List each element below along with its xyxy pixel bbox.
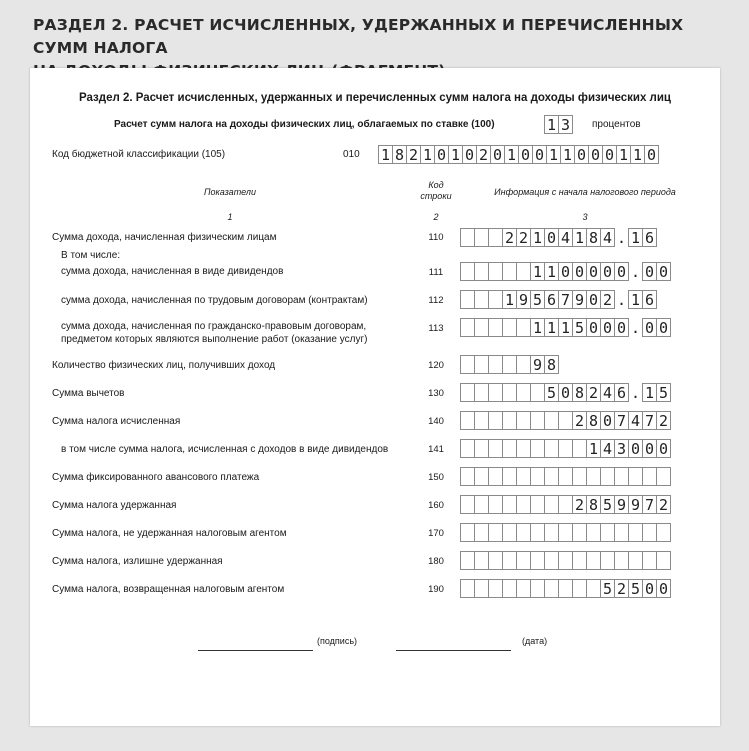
row-label-113-line-1: сумма дохода, начисленная по гражданско-правовым договорам,	[61, 321, 367, 332]
digit-cell[interactable]: 0	[656, 439, 671, 458]
digit-cell[interactable]	[460, 523, 475, 542]
digit-cell[interactable]: 0	[434, 145, 449, 164]
digit-cell[interactable]	[460, 551, 475, 570]
digit-cell[interactable]: 6	[642, 290, 657, 309]
digit-cell[interactable]: 2	[586, 383, 601, 402]
digit-cell[interactable]: 1	[544, 318, 559, 337]
digit-cell[interactable]: .	[630, 318, 641, 337]
digit-cell[interactable]: 2	[656, 495, 671, 514]
digit-cell[interactable]	[642, 523, 657, 542]
digit-cell[interactable]	[474, 411, 489, 430]
digit-cell[interactable]: 0	[532, 145, 547, 164]
kbk-line-code: 010	[343, 149, 360, 160]
digit-cell[interactable]	[572, 439, 587, 458]
digit-cell[interactable]: 0	[572, 262, 587, 281]
row-cells-113	[460, 318, 671, 337]
digit-cell[interactable]: 1	[586, 439, 601, 458]
digit-cell[interactable]: 1	[572, 228, 587, 247]
digit-cell[interactable]	[614, 551, 629, 570]
column-header-indicators: Показатели	[204, 187, 256, 197]
row-code-113: 113	[428, 323, 444, 334]
row-label-150: Сумма фиксированного авансового платежа	[52, 472, 260, 483]
digit-cell[interactable]: 0	[574, 145, 589, 164]
digit-cell[interactable]: 8	[586, 411, 601, 430]
digit-cell[interactable]: 2	[572, 495, 587, 514]
column-number-2: 2	[433, 212, 439, 222]
digit-cell[interactable]: 8	[544, 355, 559, 374]
kbk-label: Код бюджетной классификации (105)	[52, 149, 226, 160]
digit-cell[interactable]: 0	[642, 579, 657, 598]
digit-cell[interactable]: 0	[656, 579, 671, 598]
row-label-141: в том числе сумма налога, исчисленная с доходов в виде дивидендов	[61, 444, 389, 455]
digit-cell[interactable]	[502, 579, 517, 598]
digit-cell[interactable]	[544, 411, 559, 430]
digit-cell[interactable]	[488, 579, 503, 598]
digit-cell[interactable]	[600, 551, 615, 570]
digit-cell[interactable]: 2	[516, 228, 531, 247]
digit-cell[interactable]	[502, 523, 517, 542]
digit-cell[interactable]	[516, 579, 531, 598]
digit-cell[interactable]: 1	[504, 145, 519, 164]
digit-cell[interactable]: 0	[614, 262, 629, 281]
row-label-170: Сумма налога, не удержанная налоговым агентом	[52, 528, 287, 539]
digit-cell[interactable]: 4	[628, 411, 643, 430]
digit-cell[interactable]	[530, 411, 545, 430]
digit-cell[interactable]	[628, 467, 643, 486]
digit-cell[interactable]	[502, 439, 517, 458]
digit-cell[interactable]: 5	[544, 383, 559, 402]
digit-cell[interactable]: 1	[560, 145, 575, 164]
digit-cell[interactable]: 0	[462, 145, 477, 164]
digit-cell[interactable]: 1	[642, 383, 657, 402]
row-code-160: 160	[428, 500, 444, 511]
row-code-180: 180	[428, 556, 444, 567]
signature-line[interactable]	[198, 650, 313, 651]
digit-cell[interactable]	[516, 383, 531, 402]
digit-cell[interactable]	[558, 523, 573, 542]
digit-cell[interactable]	[530, 495, 545, 514]
row-label-190: Сумма налога, возвращенная налоговым агентом	[52, 584, 285, 595]
digit-cell[interactable]	[558, 551, 573, 570]
digit-cell[interactable]: 0	[490, 145, 505, 164]
digit-cell[interactable]	[516, 262, 531, 281]
digit-cell[interactable]: 9	[572, 290, 587, 309]
digit-cell[interactable]: 1	[628, 228, 643, 247]
form-title: Раздел 2. Расчет исчисленных, удержанных и перечисленных сумм налога на доходы физических лиц	[79, 92, 671, 104]
digit-cell[interactable]: 1	[530, 228, 545, 247]
digit-cell[interactable]: 0	[602, 145, 617, 164]
row-code-150: 150	[428, 472, 444, 483]
digit-cell[interactable]	[544, 551, 559, 570]
digit-cell[interactable]	[474, 318, 489, 337]
digit-cell[interactable]: 2	[502, 228, 517, 247]
digit-cell[interactable]: 9	[614, 495, 629, 514]
digit-cell[interactable]: 8	[572, 383, 587, 402]
digit-cell[interactable]	[586, 551, 601, 570]
row-cells-190	[460, 579, 671, 598]
digit-cell[interactable]: 1	[378, 145, 393, 164]
digit-cell[interactable]: 4	[600, 228, 615, 247]
row-cells-111	[460, 262, 671, 281]
digit-cell[interactable]	[502, 383, 517, 402]
digit-cell[interactable]	[516, 355, 531, 374]
digit-cell[interactable]: 4	[558, 228, 573, 247]
digit-cell[interactable]	[530, 467, 545, 486]
digit-cell[interactable]: 6	[544, 290, 559, 309]
digit-cell[interactable]	[460, 579, 475, 598]
row-label-113-line-2: предметом которых являются выполнение работ (оказание услуг)	[61, 334, 368, 345]
digit-cell[interactable]: 0	[600, 318, 615, 337]
row-code-112: 112	[428, 295, 444, 306]
digit-cell[interactable]: 1	[544, 262, 559, 281]
digit-cell[interactable]	[488, 262, 503, 281]
digit-cell[interactable]	[530, 523, 545, 542]
digit-cell[interactable]: 9	[516, 290, 531, 309]
digit-cell[interactable]: 1	[616, 145, 631, 164]
digit-cell[interactable]	[614, 467, 629, 486]
rate-cells	[544, 115, 573, 134]
row-cells-141	[460, 439, 671, 458]
digit-cell[interactable]	[474, 495, 489, 514]
digit-cell[interactable]: .	[630, 383, 641, 402]
row-cells-140	[460, 411, 671, 430]
row-code-190: 190	[428, 584, 444, 595]
row-code-140: 140	[428, 416, 444, 427]
digit-cell[interactable]: 1	[546, 145, 561, 164]
digit-cell[interactable]: 8	[586, 228, 601, 247]
row-code-111: 111	[428, 267, 444, 278]
digit-cell[interactable]	[460, 290, 475, 309]
digit-cell[interactable]: 3	[614, 439, 629, 458]
digit-cell[interactable]: 0	[642, 262, 657, 281]
digit-cell[interactable]: 0	[600, 411, 615, 430]
digit-cell[interactable]	[474, 439, 489, 458]
digit-cell[interactable]: 0	[656, 318, 671, 337]
digit-cell[interactable]: 0	[586, 290, 601, 309]
digit-cell[interactable]	[642, 467, 657, 486]
digit-cell[interactable]: 9	[628, 495, 643, 514]
digit-cell[interactable]	[474, 579, 489, 598]
row-cells-112	[460, 290, 657, 309]
digit-cell[interactable]	[474, 523, 489, 542]
digit-cell[interactable]	[488, 439, 503, 458]
digit-cell[interactable]: 0	[588, 145, 603, 164]
digit-cell[interactable]: .	[616, 228, 627, 247]
digit-cell[interactable]	[586, 523, 601, 542]
digit-cell[interactable]	[530, 551, 545, 570]
digit-cell[interactable]: 0	[558, 383, 573, 402]
digit-cell[interactable]	[572, 523, 587, 542]
digit-cell[interactable]	[460, 228, 475, 247]
digit-cell[interactable]	[488, 467, 503, 486]
digit-cell[interactable]: 4	[600, 383, 615, 402]
digit-cell[interactable]: 1	[630, 145, 645, 164]
date-line[interactable]	[396, 650, 511, 651]
row-label-including: В том числе:	[61, 250, 121, 261]
digit-cell[interactable]	[656, 467, 671, 486]
digit-cell[interactable]	[474, 467, 489, 486]
digit-cell[interactable]	[488, 551, 503, 570]
digit-cell[interactable]	[502, 262, 517, 281]
digit-cell[interactable]	[558, 411, 573, 430]
digit-cell[interactable]	[460, 495, 475, 514]
digit-cell[interactable]	[488, 318, 503, 337]
digit-cell[interactable]	[474, 290, 489, 309]
digit-cell[interactable]: 1	[420, 145, 435, 164]
digit-cell[interactable]: 6	[614, 383, 629, 402]
row-cells-160	[460, 495, 671, 514]
digit-cell[interactable]: 0	[628, 439, 643, 458]
digit-cell[interactable]: 0	[518, 145, 533, 164]
digit-cell[interactable]: 0	[586, 262, 601, 281]
digit-cell[interactable]: 0	[558, 262, 573, 281]
digit-cell[interactable]: 5	[628, 579, 643, 598]
digit-cell[interactable]	[488, 355, 503, 374]
digit-cell[interactable]	[614, 523, 629, 542]
digit-cell[interactable]	[530, 579, 545, 598]
digit-cell[interactable]: 6	[642, 228, 657, 247]
digit-cell[interactable]: 0	[644, 145, 659, 164]
digit-cell[interactable]	[516, 411, 531, 430]
digit-cell[interactable]: 8	[392, 145, 407, 164]
digit-cell[interactable]	[572, 467, 587, 486]
digit-cell[interactable]: 2	[572, 411, 587, 430]
digit-cell[interactable]	[516, 523, 531, 542]
digit-cell[interactable]	[474, 383, 489, 402]
digit-cell[interactable]: 1	[628, 290, 643, 309]
row-cells-150	[460, 467, 671, 486]
row-label-140: Сумма налога исчисленная	[52, 416, 181, 427]
digit-cell[interactable]	[544, 523, 559, 542]
digit-cell[interactable]	[474, 262, 489, 281]
digit-cell[interactable]	[544, 495, 559, 514]
digit-cell[interactable]	[516, 318, 531, 337]
digit-cell[interactable]	[586, 467, 601, 486]
digit-cell[interactable]: 2	[656, 411, 671, 430]
column-header-code-line-2: строки	[420, 191, 452, 201]
digit-cell[interactable]: 0	[614, 318, 629, 337]
column-header-info: Информация с начала налогового периода	[494, 187, 676, 197]
digit-cell[interactable]	[474, 228, 489, 247]
digit-cell[interactable]	[460, 439, 475, 458]
column-header-code-line-1: Код	[428, 180, 444, 190]
digit-cell[interactable]: 0	[600, 262, 615, 281]
digit-cell[interactable]	[628, 551, 643, 570]
digit-cell[interactable]	[502, 355, 517, 374]
digit-cell[interactable]: 2	[406, 145, 421, 164]
digit-cell[interactable]: 3	[558, 115, 573, 134]
digit-cell[interactable]: .	[616, 290, 627, 309]
row-label-120: Количество физических лиц, получивших доход	[52, 360, 276, 371]
digit-cell[interactable]: 0	[642, 318, 657, 337]
row-cells-170	[460, 523, 671, 542]
rate-unit: процентов	[592, 119, 641, 130]
digit-cell[interactable]: 0	[586, 318, 601, 337]
digit-cell[interactable]	[530, 439, 545, 458]
digit-cell[interactable]	[474, 355, 489, 374]
row-label-130: Сумма вычетов	[52, 388, 125, 399]
page-heading-line-1: РАЗДЕЛ 2. РАСЧЕТ ИСЧИСЛЕННЫХ, УДЕРЖАННЫХ И ПЕРЕЧИСЛЕННЫХ СУММ НАЛОГА	[33, 16, 684, 57]
digit-cell[interactable]: 7	[558, 290, 573, 309]
digit-cell[interactable]	[544, 439, 559, 458]
digit-cell[interactable]	[460, 383, 475, 402]
row-code-141: 141	[428, 444, 444, 455]
row-label-110: Сумма дохода, начисленная физическим лицам	[52, 232, 277, 243]
digit-cell[interactable]	[488, 411, 503, 430]
digit-cell[interactable]	[474, 551, 489, 570]
digit-cell[interactable]: 0	[544, 228, 559, 247]
digit-cell[interactable]: 5	[530, 290, 545, 309]
digit-cell[interactable]	[488, 495, 503, 514]
digit-cell[interactable]	[586, 579, 601, 598]
digit-cell[interactable]	[502, 467, 517, 486]
digit-cell[interactable]: 5	[572, 318, 587, 337]
row-code-170: 170	[428, 528, 444, 539]
digit-cell[interactable]: 2	[600, 290, 615, 309]
row-label-113	[61, 320, 367, 346]
digit-cell[interactable]: 1	[502, 290, 517, 309]
digit-cell[interactable]: 1	[530, 262, 545, 281]
digit-cell[interactable]: 0	[656, 262, 671, 281]
digit-cell[interactable]	[502, 318, 517, 337]
digit-cell[interactable]	[502, 411, 517, 430]
digit-cell[interactable]	[516, 467, 531, 486]
digit-cell[interactable]: 7	[642, 411, 657, 430]
digit-cell[interactable]: 4	[600, 439, 615, 458]
row-label-111: сумма дохода, начисленная в виде дивидендов	[61, 266, 284, 277]
digit-cell[interactable]: 1	[558, 318, 573, 337]
digit-cell[interactable]: 8	[586, 495, 601, 514]
column-number-1: 1	[227, 212, 233, 222]
digit-cell[interactable]	[656, 551, 671, 570]
digit-cell[interactable]	[488, 383, 503, 402]
digit-cell[interactable]	[558, 439, 573, 458]
row-label-112: сумма дохода, начисленная по трудовым договорам (контрактам)	[61, 295, 368, 306]
digit-cell[interactable]: 5	[600, 495, 615, 514]
row-code-120: 120	[428, 360, 444, 371]
digit-cell[interactable]	[656, 523, 671, 542]
row-cells-180	[460, 551, 671, 570]
digit-cell[interactable]	[460, 318, 475, 337]
form-sheet	[30, 68, 720, 726]
digit-cell[interactable]	[600, 523, 615, 542]
digit-cell[interactable]	[488, 523, 503, 542]
signature-label: (подпись)	[317, 636, 358, 646]
digit-cell[interactable]: 7	[642, 495, 657, 514]
digit-cell[interactable]	[460, 411, 475, 430]
column-header-code	[416, 180, 456, 202]
digit-cell[interactable]: 5	[656, 383, 671, 402]
digit-cell[interactable]	[544, 579, 559, 598]
digit-cell[interactable]	[558, 579, 573, 598]
digit-cell[interactable]	[502, 551, 517, 570]
digit-cell[interactable]	[516, 495, 531, 514]
rate-label: Расчет сумм налога на доходы физических лиц, облагаемых по ставке (100)	[114, 119, 495, 130]
digit-cell[interactable]	[488, 290, 503, 309]
digit-cell[interactable]	[488, 228, 503, 247]
digit-cell[interactable]	[544, 467, 559, 486]
digit-cell[interactable]	[558, 495, 573, 514]
row-cells-120	[460, 355, 559, 374]
digit-cell[interactable]: 1	[544, 115, 559, 134]
digit-cell[interactable]: 7	[614, 411, 629, 430]
digit-cell[interactable]	[558, 467, 573, 486]
kbk-cells	[378, 145, 659, 164]
digit-cell[interactable]: 0	[642, 439, 657, 458]
row-label-180: Сумма налога, излишне удержанная	[52, 556, 223, 567]
digit-cell[interactable]: 9	[530, 355, 545, 374]
digit-cell[interactable]: .	[630, 262, 641, 281]
digit-cell[interactable]	[628, 523, 643, 542]
row-code-110: 110	[428, 232, 444, 243]
row-code-130: 130	[428, 388, 444, 399]
digit-cell[interactable]	[516, 551, 531, 570]
digit-cell[interactable]: 2	[476, 145, 491, 164]
column-number-3: 3	[582, 212, 588, 222]
digit-cell[interactable]: 1	[448, 145, 463, 164]
digit-cell[interactable]	[642, 551, 657, 570]
digit-cell[interactable]	[572, 579, 587, 598]
row-label-160: Сумма налога удержанная	[52, 500, 177, 511]
digit-cell[interactable]	[516, 439, 531, 458]
date-label: (дата)	[522, 636, 548, 646]
digit-cell[interactable]	[460, 262, 475, 281]
row-cells-110	[460, 228, 657, 247]
digit-cell[interactable]	[502, 495, 517, 514]
digit-cell[interactable]	[460, 355, 475, 374]
digit-cell[interactable]: 1	[530, 318, 545, 337]
row-cells-130	[460, 383, 671, 402]
digit-cell[interactable]	[460, 467, 475, 486]
digit-cell[interactable]: 2	[614, 579, 629, 598]
digit-cell[interactable]	[530, 383, 545, 402]
digit-cell[interactable]: 5	[600, 579, 615, 598]
digit-cell[interactable]	[572, 551, 587, 570]
digit-cell[interactable]	[600, 467, 615, 486]
